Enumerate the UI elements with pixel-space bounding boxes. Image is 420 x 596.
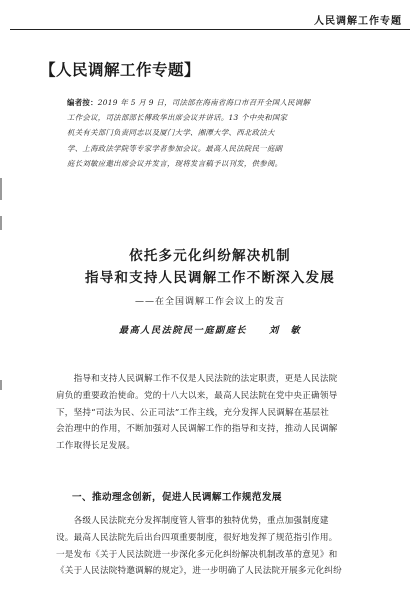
author-byline	[0, 322, 420, 336]
article-title-line-1: 依托多元化纠纷解决机制	[129, 248, 291, 264]
body-line: 各级人民法院充分发挥制度管人管事的独特优势，重点加强制度建	[56, 516, 329, 526]
column-title: 【人民调解工作专题】	[40, 61, 201, 79]
author-name: 刘 敏	[269, 325, 302, 336]
body-paragraph	[56, 513, 366, 580]
editor-note-line: 工作会议，司法部部长傅政华出席会议并讲话。13 个中央和国家	[67, 113, 288, 123]
editor-note-line: 庭长刘敏应邀出席会议并发言，现将发言稿予以刊发，供参阅。	[67, 158, 283, 168]
body-line: 肩负的重要政治使命。党的十八大以来，最高人民法院在党中央正确领导	[56, 390, 338, 401]
body-line: 设。最高人民法院先后出台四项重要制度，很好地发挥了规范指引作用。	[56, 532, 338, 543]
body-line: 工作取得长足发展。	[56, 441, 136, 452]
running-header: 人民调解工作专题	[314, 16, 402, 27]
binding-edge-mark	[0, 216, 2, 230]
editor-note-line: 编者按：2019 年 5 月 9 日，司法部在海南省海口市召开全国人民调解	[67, 98, 311, 107]
body-line: 一是发布《关于人民法院进一步深化多元化纠纷解决机制改革的意见》和	[56, 549, 338, 560]
editor-note-line: 学、上海政法学院等专家学者参加会议。最高人民法院民一庭副	[67, 143, 283, 153]
body-line: 会治理中的作用，不断加强对人民调解工作的指导和支持，推动人民调解	[56, 424, 338, 435]
binding-edge-mark	[0, 178, 2, 200]
author-org: 最高人民法院民一庭副庭长	[118, 325, 248, 336]
body-line: 下，坚持“司法为民、公正司法”工作主线，充分发挥人民调解在基层社	[56, 407, 330, 418]
article-subtitle: ——在全国调解工作会议上的发言	[134, 297, 285, 307]
section-heading: 一、推动理念创新，促进人民调解工作规范发展	[72, 492, 282, 503]
editor-note-line: 机关有关部门负责同志以及厦门大学、湘潭大学、西北政法大	[67, 128, 275, 138]
body-line: 指导和支持人民调解工作不仅是人民法院的法定职责，更是人民法院	[56, 374, 338, 384]
header-rule	[10, 29, 410, 30]
editor-note	[67, 95, 359, 171]
binding-edge-mark	[0, 380, 2, 390]
editor-note-label: 编者按：	[67, 98, 98, 107]
article-title-line-2: 指导和支持人民调解工作不断深入发展	[85, 270, 335, 286]
body-line: 《关于人民法院特邀调解的规定》，进一步明确了人民法院开展多元化纠纷	[56, 566, 342, 577]
body-paragraph	[56, 371, 366, 455]
